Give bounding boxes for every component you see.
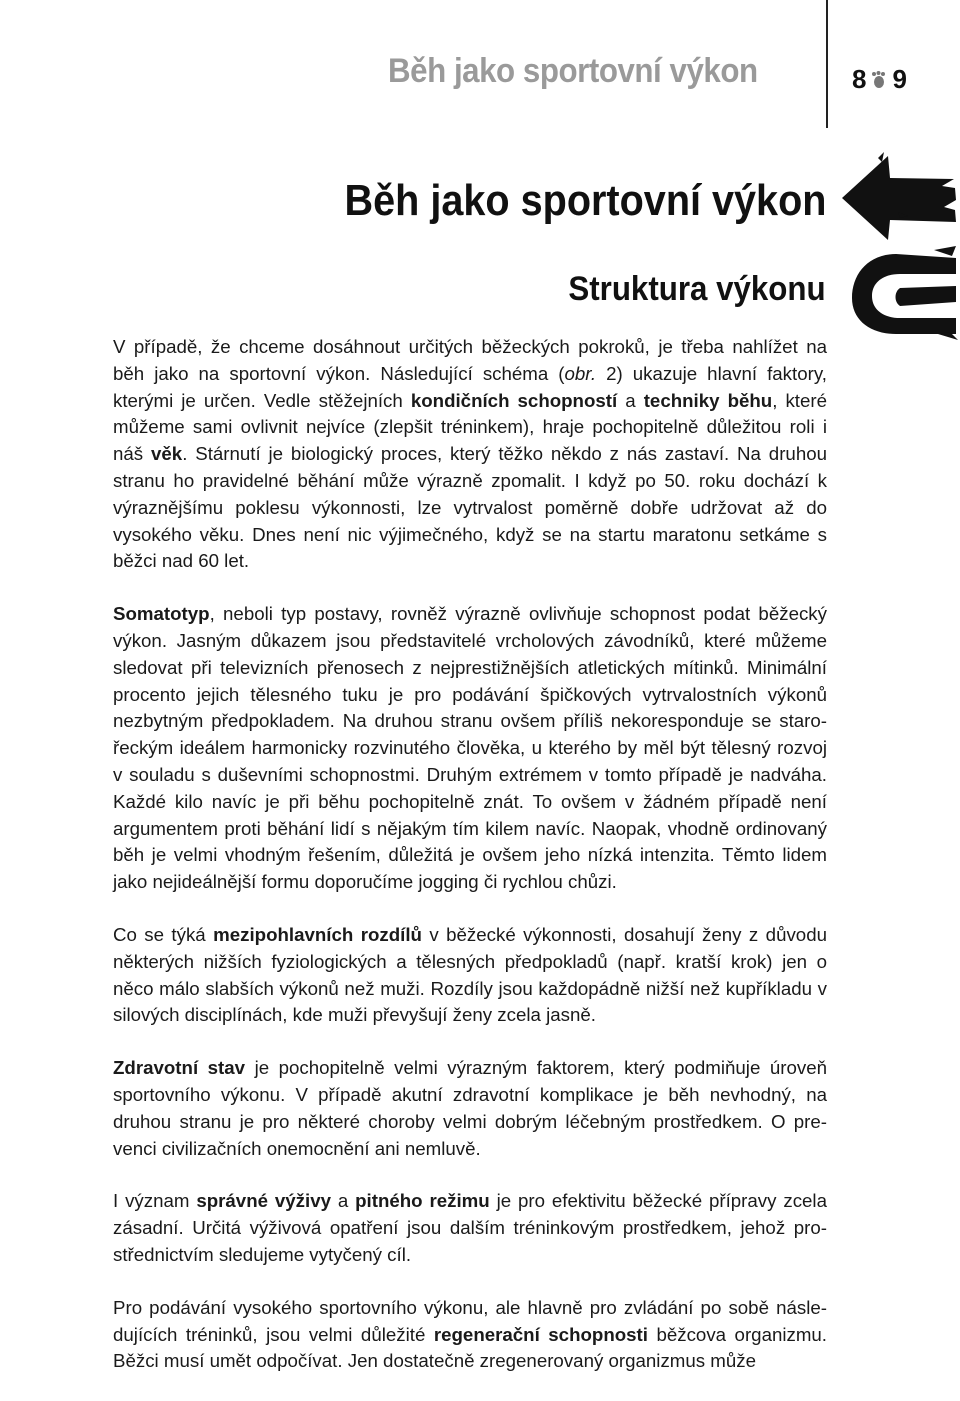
paragraph-sex-differences: Co se týká mezipohlavních rozdílů v běžecké výkonnosti, dosahují ženy z důvodu některých nižších fyziologických a tělesných předpokladů (např. kratší krok) jen o něco málo slabších výkonů než muži. Rozdíly jsou každopádně nižší než kupříkladu v silových disciplínách, kde muži převyšují ženy zcela jasně. [113, 923, 827, 1026]
paragraph-age: V případě, že chceme dosáhnout určitých běžeckých pokroků, je třeba nahlížet na běh jako na sportovní výkon. Následující schéma (obr. 2) ukazuje hlavní faktory, kterými je určen. Vedle stěžejních kondičních schopností a techniky běhu, které můžeme sami ovlivnit nejvíce (zlepšit tréninkem), hraje pochopitelně důležitou roli i náš věk. Stárnutí je biologický proces, který těžko někdo z nás zastaví. Na druhou stranu ho pravidelné běhání může výrazně zpomalit. I když po 50. roku dochází k výraznějšímu poklesu výkonnosti, lze vytrvalost poměrně dobře udržovat až do vysokého věku. Dnes není nic výjimečného, když se na startu maratonu setkáme s běžci nad 60 let. [113, 336, 828, 572]
paragraph-somatotype: Somatotyp, neboli typ postavy, rovněž výrazně ovlivňuje schopnost podat běžecký výkon. Jasným důkazem jsou představitelé vrcholových závodníků, které můžeme sledovat při televizních přenosech z nejprestižnějších atletických mítinků. Minimální procento jejich tělesného tuku je pro podávání špičkových vytrvalostních výkonů nezbytným předpokladem. Na druhou stranu ovšem příliš nekoresponduje se starořeckým ideálem harmonicky rozvinutého člověka, u kterého by měl být tělesný rozvoj v souladu s duševními schopnostmi. Druhým extrémem v tomto případě je nadváha. Každé kilo navíc je při běhu pochopitelně znát. To ovšem v žádném případě není argumentem proti běhání lidí s nějakým tím kilem navíc. Naopak, vhodně ordinovaný běh je velmi vhodným řešením, důležitá je ovšem jeho nízká intenzita. Těmto lidem jako nejideálnější formu doporučíme jogging či rychlou chůzi. [113, 603, 827, 893]
page-numbers [852, 64, 907, 95]
footprint-icon [871, 71, 887, 89]
running-head-title: Běh jako sportovní výkon [388, 52, 758, 90]
paragraph-health: Zdravotní stav je pochopitelně velmi výrazným faktorem, který podmiňuje úroveň sportovního výkonu. V případě akutní zdravotní komplikace je běh nevhodný, na druhou stranu je pro některé choroby velmi dobrým léčebným prostředkem. O prevenci civilizačních onemocnění ani nemluvě. [113, 1057, 827, 1159]
paragraph-regeneration: Pro podávání vysokého sportovního výkonu, ale hlavně pro zvládání po sobě následujících tréninků, jsou velmi důležité regenerační schopnosti běžcova organizmu. Běžci musí umět odpočívat. Jen dostatečně zregenerovaný organizmus může [113, 1296, 828, 1372]
body-text [113, 334, 827, 1401]
left-arrow-logo-icon [838, 150, 960, 340]
chapter-title: Běh jako sportovní výkon [344, 176, 826, 225]
page-number-left: 8 [852, 64, 867, 94]
header-vertical-rule [826, 0, 828, 128]
paragraph-nutrition: I význam správné výživy a pitného režimu je pro efektivitu běžecké přípravy zcela zásadní. Určitá výživová opatření jsou dalším tréninkovým prostředkem, jehož prostřednictvím sledujeme vytyčený cíl. [113, 1190, 827, 1265]
page-number-right: 9 [892, 64, 907, 94]
section-title: Struktura výkonu [568, 270, 826, 308]
